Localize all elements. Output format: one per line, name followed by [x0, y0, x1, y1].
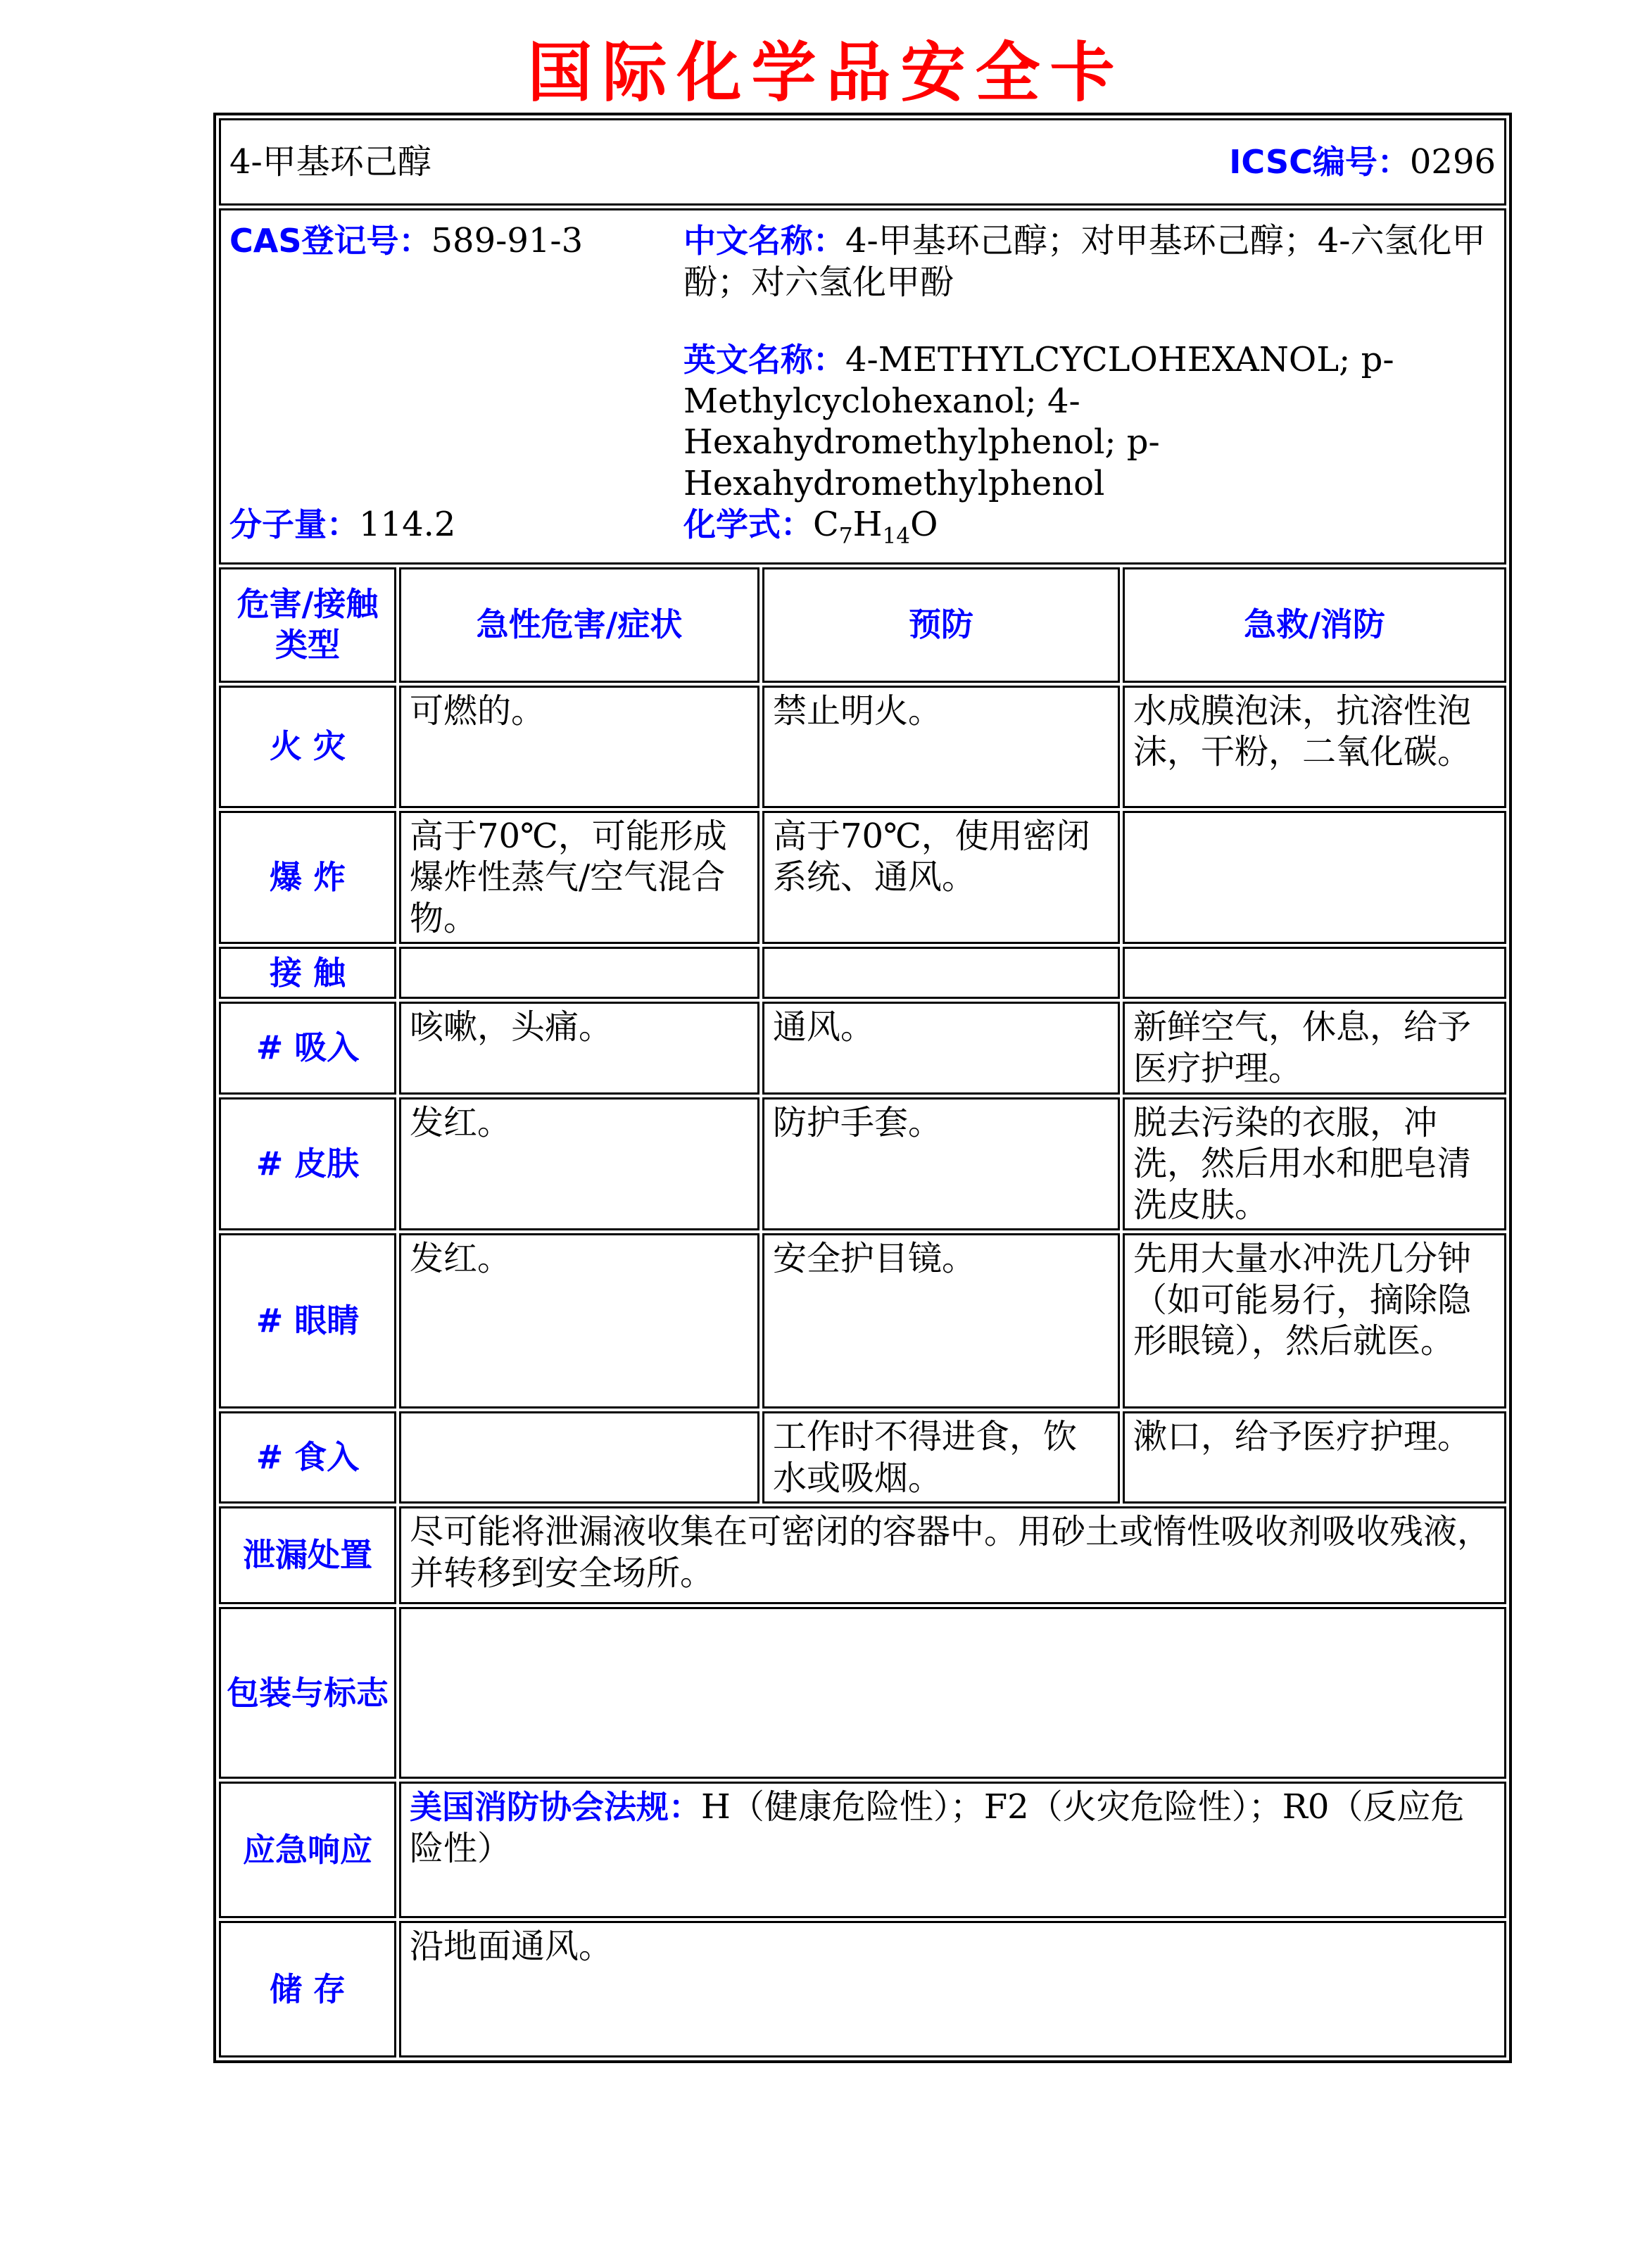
row-explosion-symptoms: 高于70℃，可能形成爆炸性蒸气/空气混合物。	[399, 811, 759, 945]
row-contact-response	[1123, 947, 1506, 999]
molecular-weight-label: 分子量：	[229, 505, 359, 544]
row-eyes-prevention: 安全护目镜。	[762, 1233, 1120, 1409]
table-row	[219, 1233, 1506, 1409]
row-inhalation-label: # 吸入	[219, 1002, 396, 1094]
section-emergency-lead: 美国消防协会法规：	[410, 1788, 701, 1827]
header-prevention: 预防	[762, 567, 1120, 683]
row-contact-label: 接 触	[219, 947, 396, 999]
english-name-value: 4-METHYLCYCLOHEXANOL; p-Methylcyclohexanol; 4-Hexahydromethylphenol; p-Hexahydromethylphenol	[683, 340, 1394, 503]
chinese-name-value: 4-甲基环己醇；对甲基环己醇；4-六氢化甲酚；对六氢化甲酚	[683, 221, 1486, 302]
substance-name: 4-甲基环己醇	[229, 141, 431, 182]
table-row	[219, 1782, 1506, 1918]
cas-value: 589-91-3	[431, 221, 584, 260]
chinese-name	[683, 220, 1496, 303]
names-block	[683, 220, 1496, 504]
table-row	[219, 811, 1506, 945]
table-row	[219, 686, 1506, 808]
english-name-label: 英文名称：	[683, 341, 845, 379]
page-title: 国际化学品安全卡	[527, 34, 1125, 111]
identity-cell	[219, 208, 1506, 565]
chemical-formula-value: $C_7H_{14}O$	[813, 505, 938, 549]
row-inhalation-symptoms: 咳嗽，头痛。	[399, 1002, 759, 1094]
row-eyes-response: 先用大量水冲洗几分钟（如可能易行，摘除隐形眼镜），然后就医。	[1123, 1233, 1506, 1409]
section-packaging-content	[399, 1607, 1506, 1779]
section-storage-label: 储 存	[219, 1921, 396, 2058]
row-fire-prevention: 禁止明火。	[762, 686, 1120, 808]
header-hazard-type: 危害/接触类型	[219, 567, 396, 683]
row-inhalation-prevention: 通风。	[762, 1002, 1120, 1094]
section-spill-label: 泄漏处置	[219, 1506, 396, 1604]
row-ingestion-symptoms	[399, 1411, 759, 1504]
table-row	[219, 947, 1506, 999]
section-packaging-label: 包装与标志	[219, 1607, 396, 1779]
row-skin-response: 脱去污染的衣服，冲洗，然后用水和肥皂清洗皮肤。	[1123, 1097, 1506, 1231]
row-ingestion-response: 漱口，给予医疗护理。	[1123, 1411, 1506, 1504]
cas-label: CAS登记号：	[229, 222, 431, 260]
header-symptoms: 急性危害/症状	[399, 567, 759, 683]
row-skin-prevention: 防护手套。	[762, 1097, 1120, 1231]
cas-number	[229, 220, 683, 504]
table-row	[219, 1607, 1506, 1779]
table-row	[219, 1411, 1506, 1504]
row-explosion-response	[1123, 811, 1506, 945]
row-ingestion-prevention: 工作时不得进食，饮水或吸烟。	[762, 1411, 1120, 1504]
molecular-weight	[229, 504, 683, 546]
row-contact-prevention	[762, 947, 1120, 999]
icsc-number	[1229, 141, 1496, 183]
row-eyes-symptoms: 发红。	[399, 1233, 759, 1409]
row-skin-symptoms: 发红。	[399, 1097, 759, 1231]
row-ingestion-label: # 食入	[219, 1411, 396, 1504]
row-inhalation-response: 新鲜空气，休息，给予医疗护理。	[1123, 1002, 1506, 1094]
icsc-label: ICSC编号：	[1229, 142, 1410, 181]
row-explosion-prevention: 高于70℃，使用密闭系统、通风。	[762, 811, 1120, 945]
section-spill-content: 尽可能将泄漏液收集在可密闭的容器中。用砂土或惰性吸收剂吸收残液，并转移到安全场所。	[399, 1506, 1506, 1604]
safety-card-table	[213, 113, 1512, 2063]
english-name	[683, 339, 1496, 504]
table-row	[219, 1097, 1506, 1231]
row-contact-symptoms	[399, 947, 759, 999]
table-row	[219, 1506, 1506, 1604]
table-row	[219, 1002, 1506, 1094]
row-fire-response: 水成膜泡沫，抗溶性泡沫，干粉，二氧化碳。	[1123, 686, 1506, 808]
row-explosion-label: 爆 炸	[219, 811, 396, 945]
section-storage-content: 沿地面通风。	[399, 1921, 1506, 2058]
row-fire-symptoms: 可燃的。	[399, 686, 759, 808]
section-emergency-label: 应急响应	[219, 1782, 396, 1918]
icsc-value: 0296	[1409, 141, 1496, 182]
chemical-formula-label: 化学式：	[683, 505, 813, 544]
table-row	[219, 1921, 1506, 2058]
chemical-formula	[683, 504, 1496, 549]
row-fire-label: 火 灾	[219, 686, 396, 808]
chinese-name-label: 中文名称：	[683, 222, 845, 260]
row-eyes-label: # 眼睛	[219, 1233, 396, 1409]
row-skin-label: # 皮肤	[219, 1097, 396, 1231]
header-response: 急救/消防	[1123, 567, 1506, 683]
molecular-weight-value: 114.2	[359, 505, 456, 545]
substance-header-cell	[219, 118, 1506, 206]
section-emergency-content: 美国消防协会法规：H（健康危险性）；F2（火灾危险性）；R0（反应危险性）	[399, 1782, 1506, 1918]
